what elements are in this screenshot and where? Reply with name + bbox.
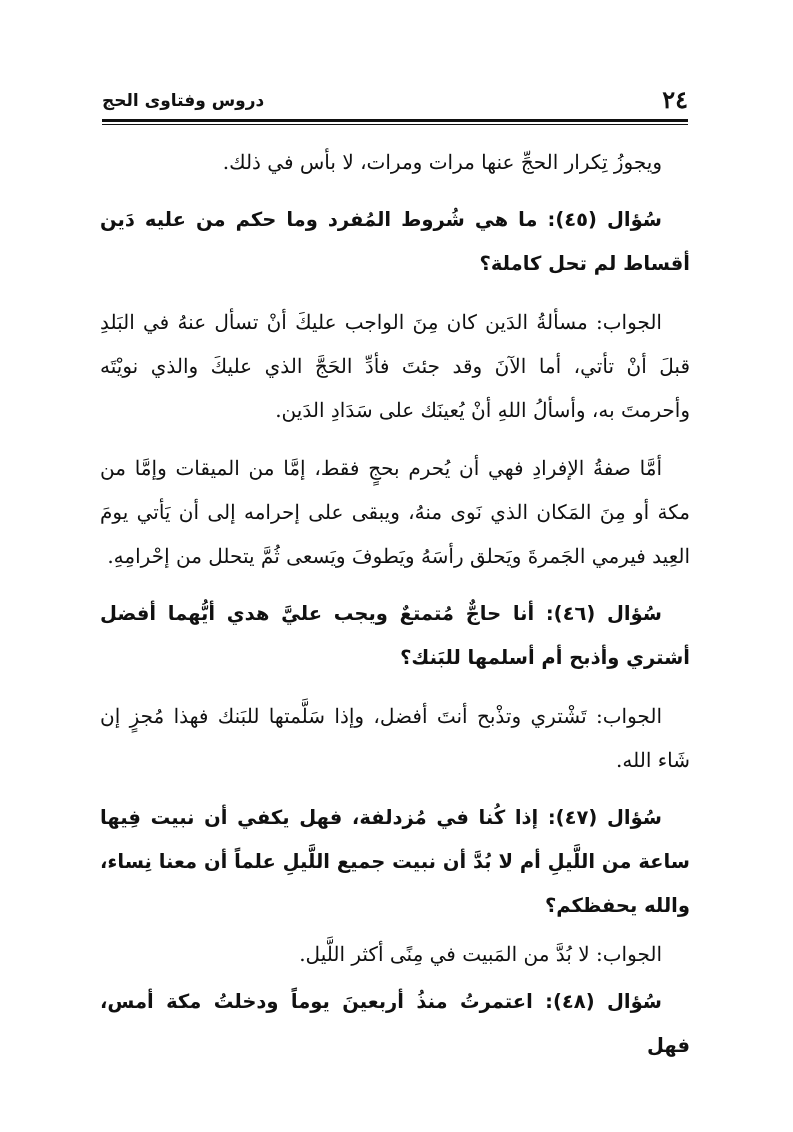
question-48: سُؤال (٤٨): اعتمرتُ منذُ أربعينَ يوماً ودخلتُ مكة أمس، فهل	[100, 990, 690, 1057]
question-45: سُؤال (٤٥): ما هي شُروط المُفرد وما حكم من عليه دَين أقساط لم تحل كاملة؟	[100, 208, 690, 275]
running-header	[102, 86, 688, 120]
book-title: دروس وفتاوى الحج	[102, 91, 265, 111]
question-46: سُؤال (٤٦): أنا حاجٌّ مُتمتعٌ ويجب عليَّ هدي أيُّهما أفضل أشتري وأذبح أم أسلمها للبَنك؟	[100, 602, 690, 669]
question-47: سُؤال (٤٧): إذا كُنا في مُزدلفة، فهل يكفي أن نبيت فِيها ساعة من اللَّيلِ أم لا بُدَّ أن نبيت جميع اللَّيلِ علماً أن معنا نِساء، والله يحفظكم؟	[100, 806, 690, 917]
page-number: ٢٤	[662, 85, 688, 114]
answer-47: الجواب: لا بُدَّ من المَبيت في مِنًى أكثر اللَّيل.	[299, 942, 662, 966]
paragraph-repeat-hajj: ويجوزُ تِكرار الحجِّ عنها مرات ومرات، لا بأس في ذلك.	[222, 150, 662, 174]
header-rule-thin	[102, 124, 688, 125]
answer-46: الجواب: تَشْتري وتذْبح أنتَ أفضل، وإذا سَلَّمتها للبَنك فهذا مُجزٍ إن شَاء الله.	[100, 704, 690, 772]
page-body	[100, 140, 690, 1082]
paragraph-ifrad-description: أمَّا صفةُ الإفرادِ فهي أن يُحرم بحجٍ فقط، إمَّا من الميقات وإمَّا من مكة أو مِنَ المَكان الذي نَوى منهُ، ويبقى على إحرامه إلى أن يَأتي يومَ العِيد فيرمي الجَمرةَ ويَحلق رأسَهُ ويَطوفَ ويَسعى ثُمَّ يتحلل من إحْرامِهِ.	[100, 456, 690, 568]
header-rule-thick	[102, 119, 688, 122]
answer-45: الجواب: مسألةُ الدَين كان مِنَ الواجب عليكَ أنْ تسأل عنهُ في البَلدِ قبلَ أنْ تأتي، أما الآنَ وقد جئتَ فأدِّ الحَجَّ الذي عليكَ والذي نويْتَه وأحرمتَ به، وأسألُ اللهِ أنْ يُعينَك على سَدَادِ الدَين.	[100, 310, 690, 422]
